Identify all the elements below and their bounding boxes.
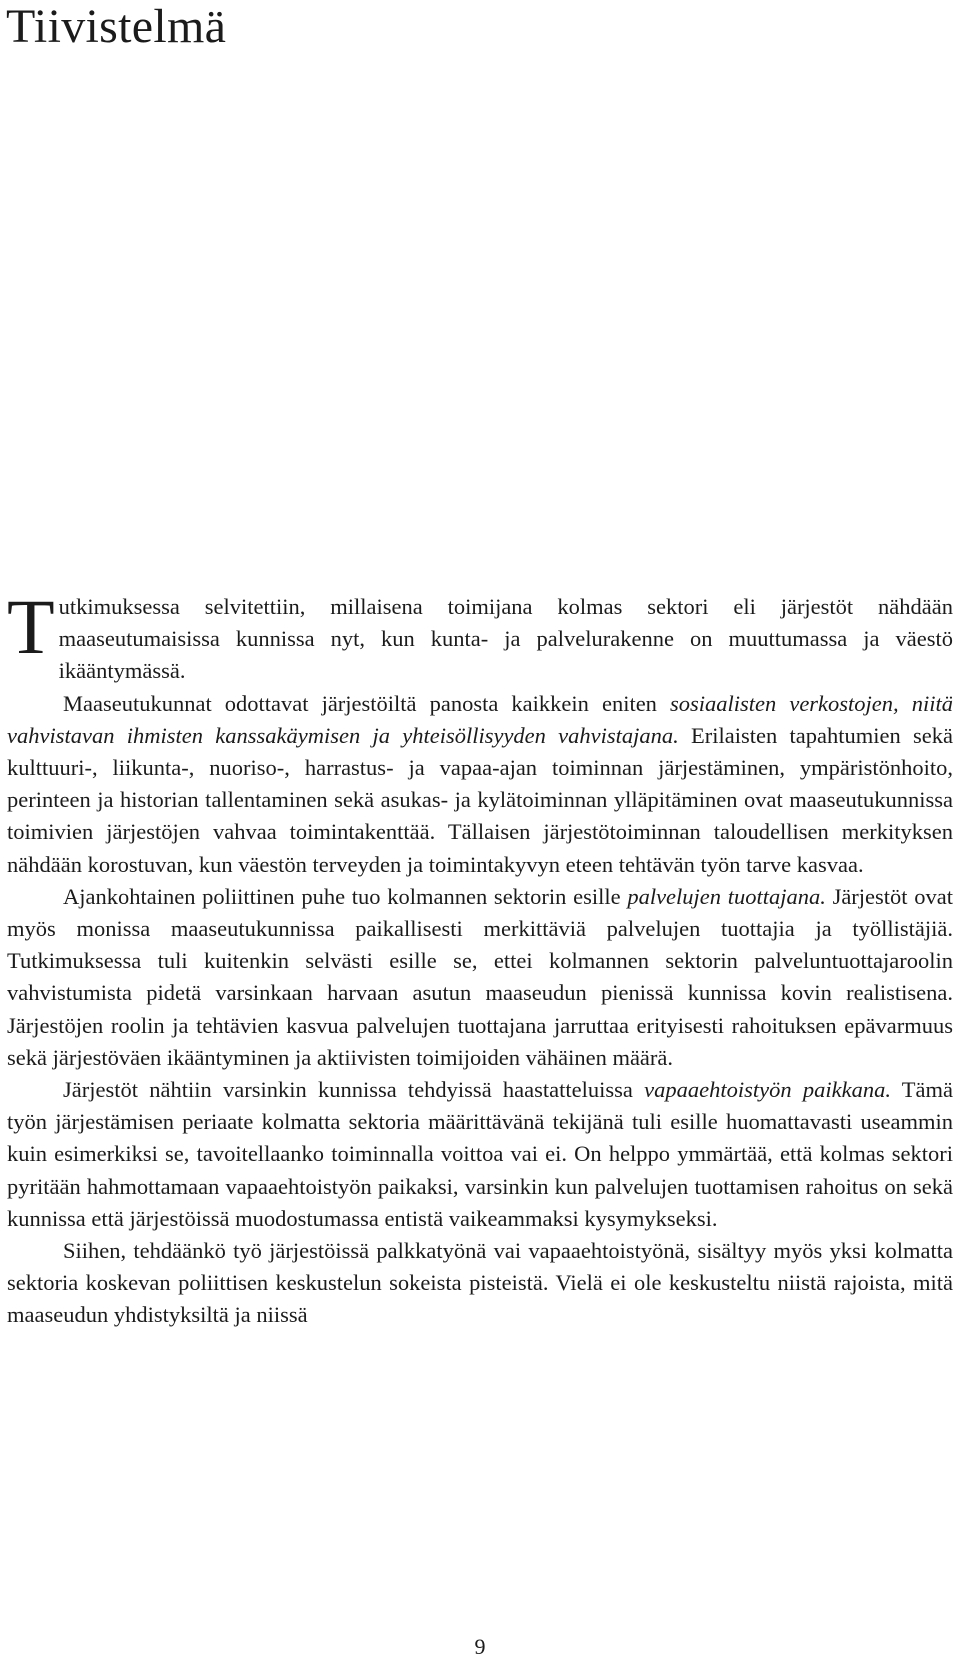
paragraph-text: Järjestöt ovat myös monissa maaseutukunnissa paikallisesti merkittäviä palvelujen tuottajia ja työllistäjiä. Tutkimuksessa tuli kuitenkin selvästi esille se, ettei kolmannen sektorin palveluntuottajaroolin vahvistumista pidetä varsinkaan harvaan asutun maaseudun pienissä kunnissa kovin realistisena. Järjestöjen roolin ja tehtävien kasvua palvelujen tuottajana jarruttaa erityisesti rahoituksen epävarmuus sekä järjestöväen ikääntyminen ja aktiivisten toimijoiden vähäinen määrä.	[7, 883, 953, 1070]
paragraph-text: Siihen, tehdäänkö työ järjestöissä palkkatyönä vai vapaaehtoistyönä, sisältyy myös yksi kolmatta sektoria koskevan poliittisen keskustelun sokeista pisteistä. Vielä ei ole keskusteltu niistä rajoista, mitä maaseudun yhdistyksiltä ja niissä	[7, 1238, 953, 1328]
paragraph-text: Tämä työn järjestämisen periaate kolmatta sektoria määrittävänä tekijänä tuli esille huomattavasti useammin kuin esimerkiksi se, tavoitellaanko toiminnalla voittoa vai ei. On helppo ymmärtää, että kolmas sektori pyritään hahmottamaan vapaaehtoistyön paikaksi, varsinkin kun palvelujen tuottamisen rahoitus on sekä kunnissa että järjestöissä muodostumassa entistä vaikeammaksi kysymykseksi.	[7, 1077, 954, 1231]
paragraph	[7, 688, 953, 881]
paragraph-text: Järjestöt nähtiin varsinkin kunnissa tehdyissä haastatteluissa	[63, 1077, 645, 1103]
paragraph-text: Maaseutukunnat odottavat järjestöiltä panosta kaikkein eniten	[63, 690, 670, 716]
emphasis-text: vapaaehtoistyön paikkana.	[644, 1077, 891, 1103]
paragraph	[7, 881, 953, 1074]
page-number: 9	[474, 1634, 486, 1659]
emphasis-text: sosiaalisten verkostojen, niitä vahvistavan ihmisten kanssakäymisen ja yhteisöllisyyden vahvistajana.	[7, 690, 953, 748]
drop-cap: T	[7, 583, 55, 670]
paragraph	[7, 583, 953, 688]
abstract-body	[7, 583, 954, 1332]
paragraph	[7, 1074, 953, 1235]
paragraph	[7, 1235, 953, 1332]
paragraph-text: Ajankohtainen poliittinen puhe tuo kolmannen sektorin esille	[63, 883, 628, 909]
page-title: Tiivistelmä	[6, 0, 227, 53]
paragraph-text: utkimuksessa selvitettiin, millaisena toimijana kolmas sektori eli järjestöt nähdään maaseutumaisissa kunnissa nyt, kun kunta- ja palvelurakenne on muuttumassa ja väestö ikääntymässä.	[58, 594, 953, 684]
emphasis-text: palvelujen tuottajana.	[627, 883, 826, 909]
paragraph-text: Erilaisten tapahtumien sekä kulttuuri-, liikunta-, nuoriso-, harrastus- ja vapaa-ajan toiminnan järjestäminen, ympäristönhoito, perinteen ja historian tallentaminen sekä asukas- ja kylätoiminnan ylläpitäminen ovat maaseutukunnissa toimivien järjestöjen vahvaa toimintakenttää. Tällaisen järjestötoiminnan taloudellisen merkityksen nähdään korostuvan, kun väestön terveyden ja toimintakyvyn eteen tehtävän työn tarve kasvaa.	[7, 722, 953, 877]
